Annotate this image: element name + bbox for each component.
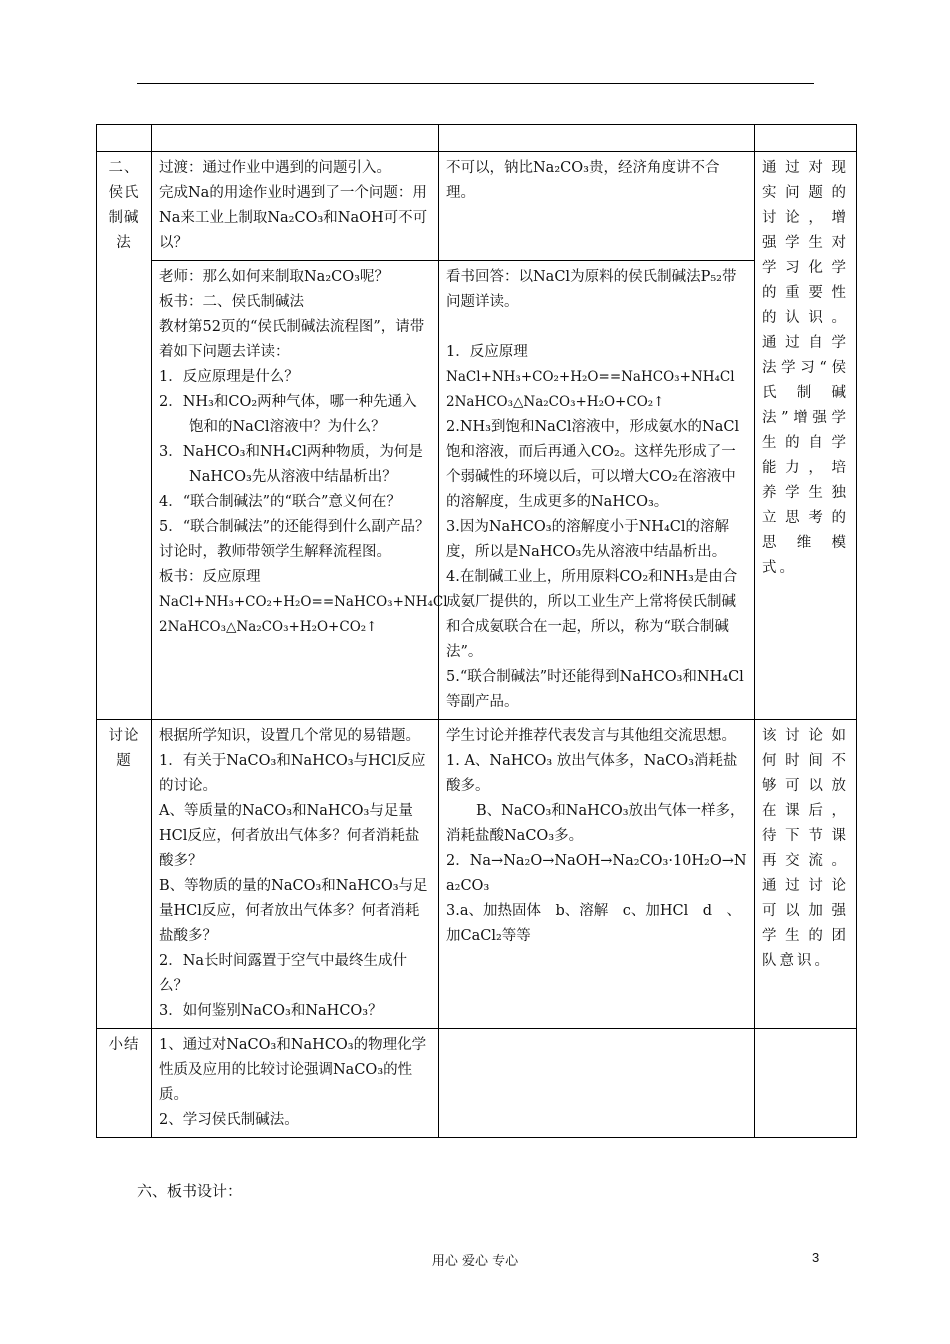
section-label: 讨论题 [108, 728, 140, 769]
equation: NaCl+NH₃+CO₂+H₂O==NaHCO₃+NH₄Cl [446, 369, 735, 385]
student-line: 不可以，钠比Na₂CO₃贵，经济角度讲不合理。 [446, 160, 720, 201]
page-number: 3 [812, 1250, 820, 1265]
answer-item: 3.a、加热固体 b、溶解 c、加HCl d 、加CaCl₂等等 [446, 903, 742, 944]
teacher-cell-houshi [152, 261, 448, 720]
equation: 2NaHCO₃△Na₂CO₃+H₂O+CO₂↑ [159, 619, 378, 635]
question-item: 4．“联合制碱法”的“联合”意义何在？ [159, 494, 401, 510]
answer-item: 2.NH₃到饱和NaCl溶液中，形成氨水的NaCl饱和溶液，而后再通入CO₂。这样先形成了一个弱碱性的环境以后，可以增大CO₂在溶液中的溶解度，生成更多的NaHCO₃。 [446, 419, 740, 510]
teacher-line: 2、学习侯氏制碱法。 [159, 1112, 299, 1128]
question-item: 5．“联合制碱法”的还能得到什么副产品？ [159, 519, 430, 535]
header-rule [137, 83, 814, 84]
teacher-cell-transition [152, 152, 439, 261]
teacher-line: 2．Na长时间露置于空气中最终生成什么？ [159, 953, 408, 994]
cell-blank [152, 125, 439, 152]
table-row-discussion [97, 720, 857, 1029]
teacher-line: 3．如何鉴别NaCO₃和NaHCO₃？ [159, 1003, 383, 1019]
table-row-transition [97, 152, 857, 261]
section-heading-board-design: 六、板书设计： [137, 1182, 243, 1200]
purpose-text: 通过对现实问题的讨论，增强学生对学习化学的重要性的认识。通过自学法学习“侯氏制碱法”增强学生的自学能力，培养学生独立思考的思维模式。 [762, 160, 849, 576]
student-cell-transition [439, 152, 755, 261]
teacher-line: 讨论时，教师带领学生解释流程图。 [159, 544, 391, 560]
section-cell-discussion [97, 720, 152, 1029]
student-line: 学生讨论并推荐代表发言与其他组交流思想。 [446, 728, 736, 744]
student-line: 1．反应原理 [446, 344, 528, 360]
cell-blank [439, 125, 755, 152]
teacher-line: 根据所学知识，设置几个常见的易错题。 [159, 728, 420, 744]
section-label: 小结 [108, 1037, 140, 1053]
question-item: 2．NH₃和CO₂两种气体，哪一种先通入饱和的NaCl溶液中？为什么？ [159, 394, 417, 435]
footer-motto: 用心 爱心 专心 [431, 1254, 519, 1269]
purpose-cell-houshi [755, 152, 857, 720]
cell-blank [97, 125, 152, 152]
answer-item: 4.在制碱工业上，所用原料CO₂和NH₃是由合成氨厂提供的，所以工业生产上常将侯氏制碱和合成氨联合在一起，所以，称为“联合制碱法”。 [446, 569, 738, 660]
table-row-houshi [97, 261, 857, 720]
answer-item: 2．Na→Na₂O→NaOH→Na₂CO₃·10H₂O→Na₂CO₃ [446, 853, 747, 894]
teacher-line: 过渡：通过作业中遇到的问题引入。 [159, 160, 391, 176]
teacher-cell-discussion [152, 720, 439, 1029]
purpose-cell-discussion [755, 720, 857, 1029]
student-cell-summary [439, 1029, 755, 1138]
purpose-cell-summary [755, 1029, 857, 1138]
teacher-line: 完成Na的用途作业时遇到了一个问题：用Na来工业上制取Na₂CO₃和NaOH可不可以？ [159, 185, 428, 251]
teacher-line: A、等质量的NaCO₃和NaHCO₃与足量HCl反应，何者放出气体多？何者消耗盐酸多？ [159, 803, 420, 869]
teacher-line: 1．有关于NaCO₃和NaHCO₃与HCl反应的讨论。 [159, 753, 426, 794]
teacher-line: 板书：反应原理 [159, 569, 261, 585]
teacher-line: 板书：二、侯氏制碱法 [159, 294, 304, 310]
teacher-line: 教材第52页的“侯氏制碱法流程图”，请带着如下问题去详读： [159, 319, 425, 360]
teacher-line: B、等物质的量的NaCO₃和NaHCO₃与足量HCl反应，何者放出气体多？何者消耗盐酸多？ [159, 878, 428, 944]
table-row-blank [97, 125, 857, 152]
teacher-cell-summary [152, 1029, 439, 1138]
teacher-line: 老师：那么如何来制取Na₂CO₃呢？ [159, 269, 389, 285]
table-row-summary [97, 1029, 857, 1138]
purpose-text: 该讨论如何时间不够可以放在课后，待下节课再交流。通过讨论可以加强学生的团队意识。 [762, 728, 849, 969]
cell-blank [755, 125, 857, 152]
equation: 2NaHCO₃△Na₂CO₃+H₂O+CO₂↑ [446, 394, 665, 410]
section-label: 二、侯氏制碱法 [108, 160, 140, 251]
question-item: 1．反应原理是什么？ [159, 369, 299, 385]
answer-item: 5.“联合制碱法”时还能得到NaHCO₃和NH₄Cl等副产品。 [446, 669, 744, 710]
section-cell-summary [97, 1029, 152, 1138]
answer-item: B、NaCO₃和NaHCO₃放出气体一样多，消耗盐酸NaCO₃多。 [446, 803, 745, 844]
student-line: 看书回答：以NaCl为原料的侯氏制碱法P₅₂带问题详读。 [446, 269, 737, 310]
answer-item: 3.因为NaHCO₃的溶解度小于NH₄Cl的溶解度，所以是NaHCO₃先从溶液中结晶析出。 [446, 519, 729, 560]
lesson-plan-table [96, 124, 857, 1138]
student-cell-houshi [439, 261, 755, 720]
equation: NaCl+NH₃+CO₂+H₂O==NaHCO₃+NH₄Cl [159, 594, 448, 610]
answer-item: 1. A、NaHCO₃ 放出气体多，NaCO₃消耗盐酸多。 [446, 753, 738, 794]
question-item: 3．NaHCO₃和NH₄Cl两种物质，为何是NaHCO₃先从溶液中结晶析出？ [159, 444, 423, 485]
teacher-line: 1、通过对NaCO₃和NaHCO₃的物理化学性质及应用的比较讨论强调NaCO₃的性质。 [159, 1037, 427, 1103]
student-cell-discussion [439, 720, 755, 1029]
section-cell-houshi [97, 152, 152, 720]
